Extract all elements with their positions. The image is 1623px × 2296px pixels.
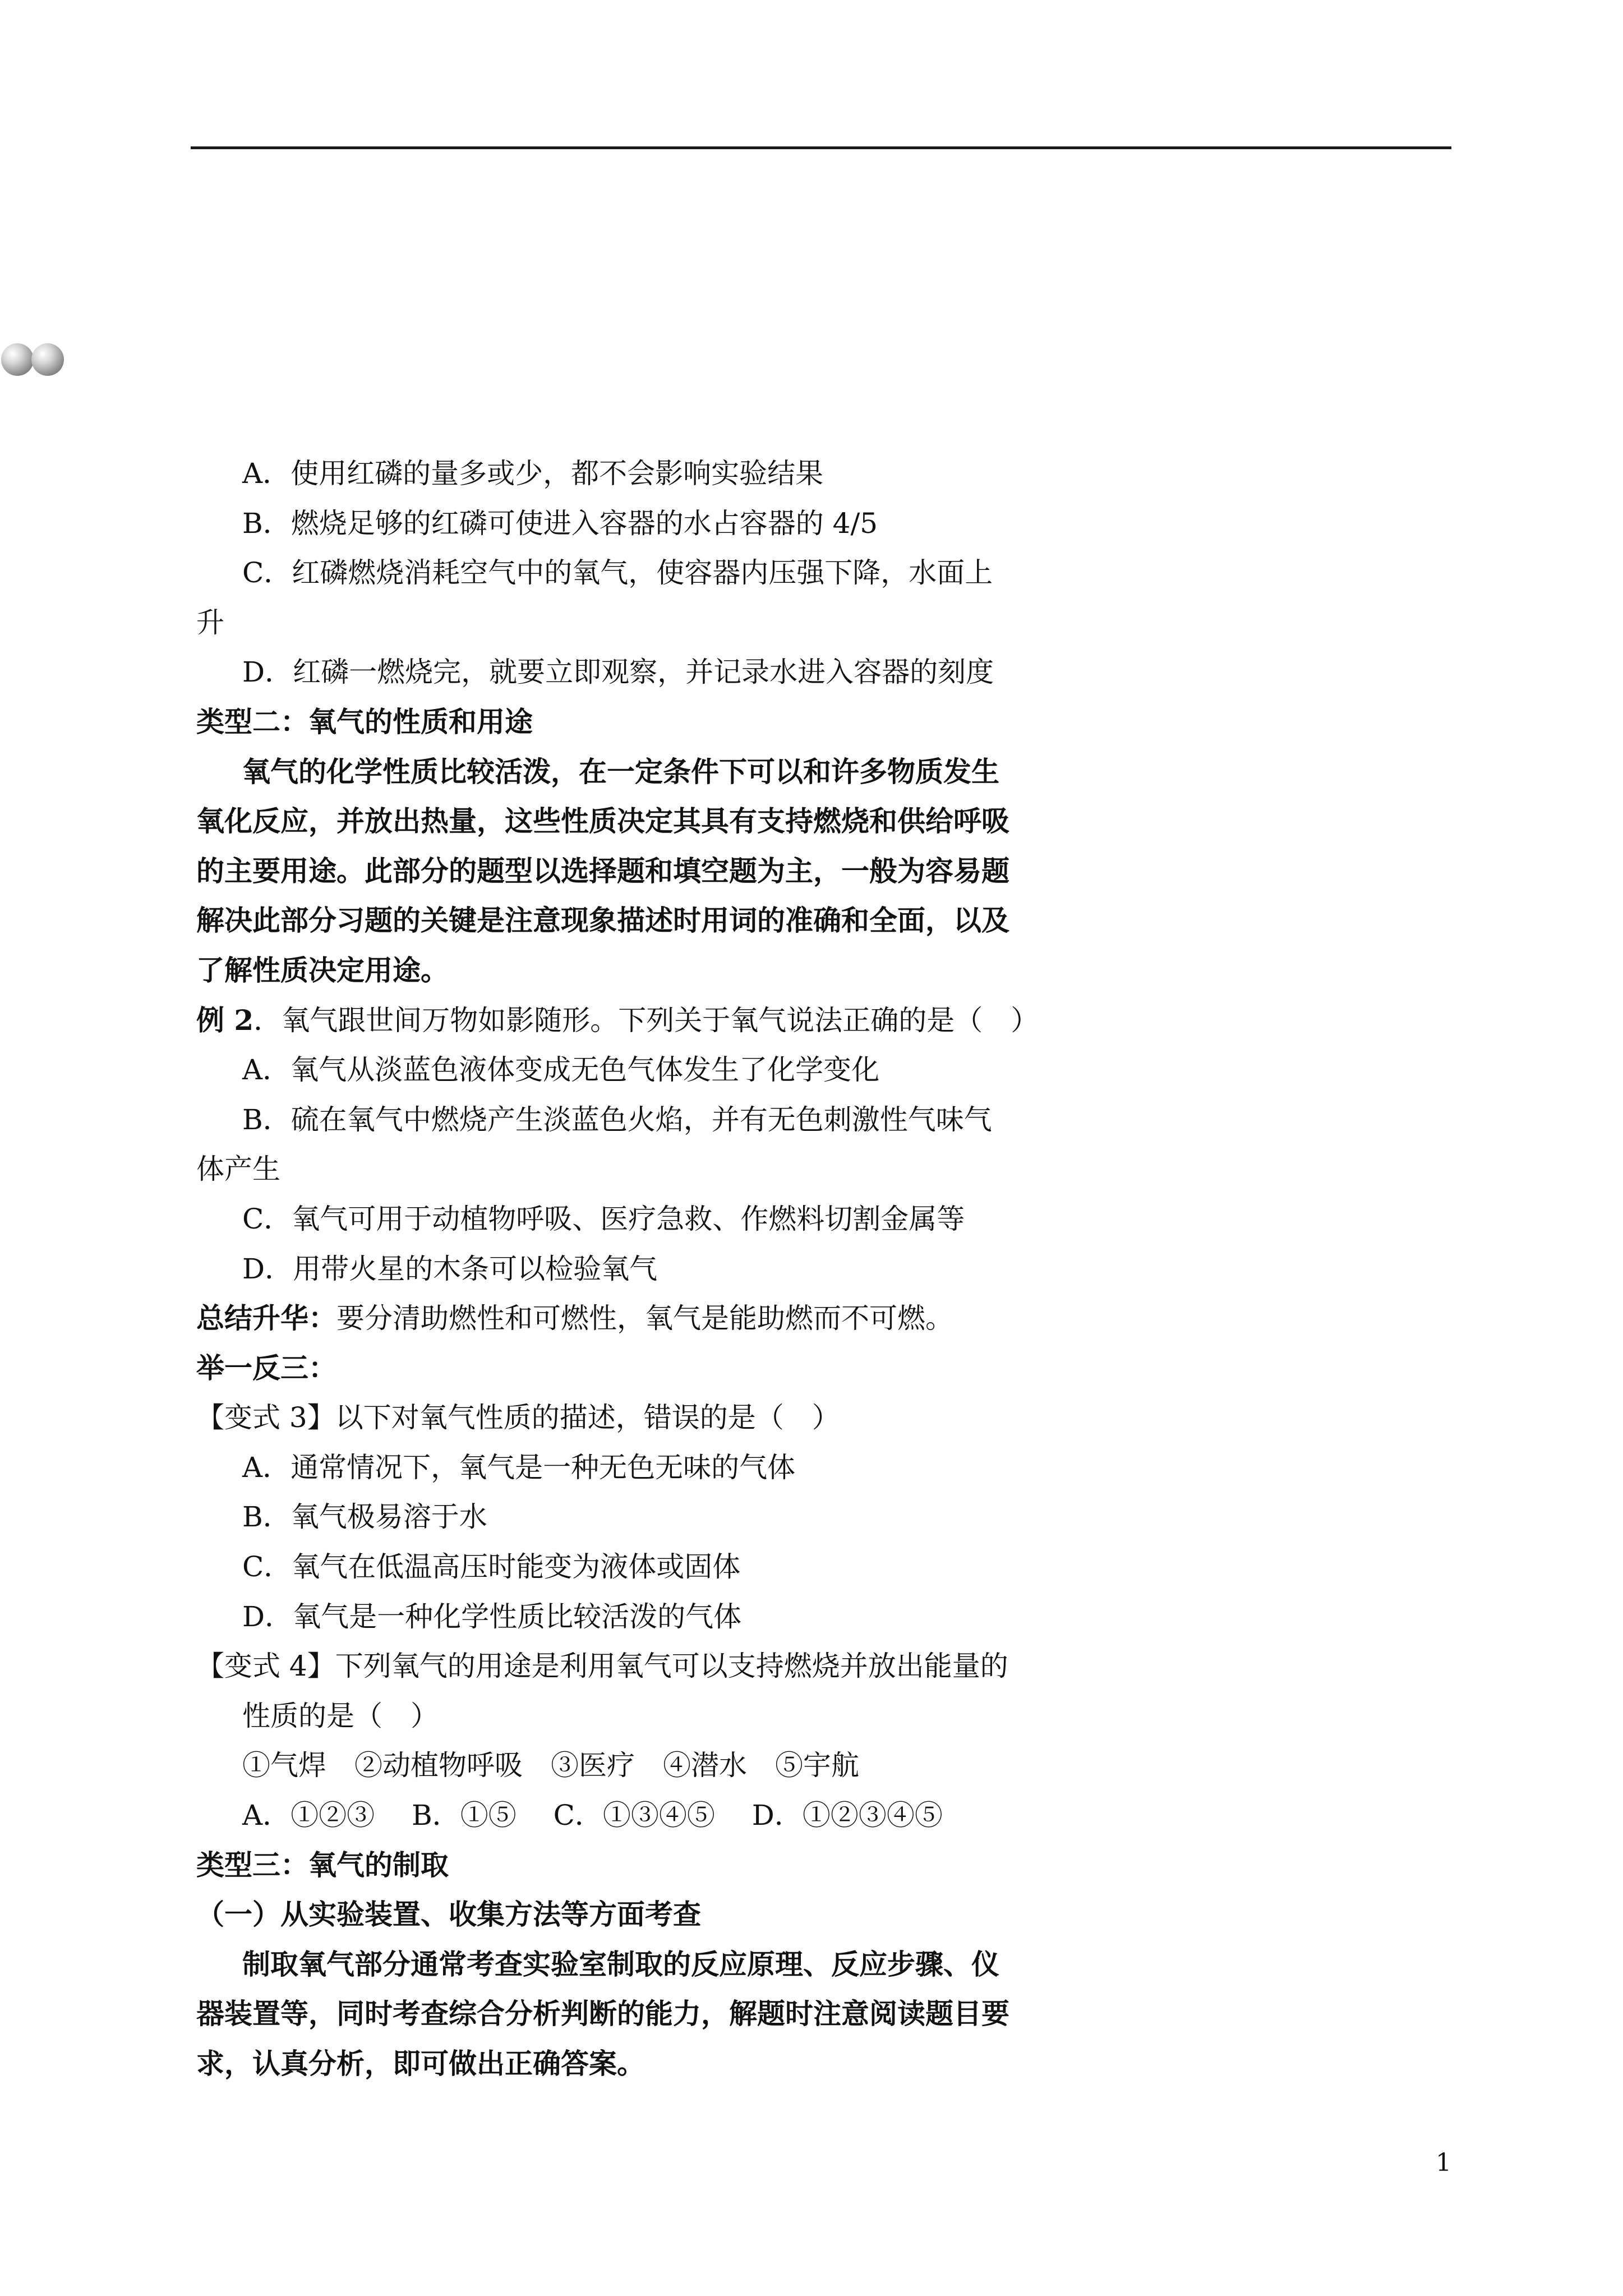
text-line: 升 xyxy=(196,606,224,639)
section-heading: （一）从实验装置、收集方法等方面考查 xyxy=(196,1898,701,1931)
question-label: 例 2 xyxy=(196,1003,254,1037)
option-line: A．使用红磷的量多或少，都不会影响实验结果 xyxy=(242,457,824,490)
paragraph-line: 制取氧气部分通常考查实验室制取的反应原理、反应步骤、仪 xyxy=(242,1947,999,1981)
question-text: 要分清助燃性和可燃性，氧气是能助燃而不可燃。 xyxy=(336,1302,953,1335)
page-number: 1 xyxy=(1436,2148,1451,2177)
option-line: B．硫在氧气中燃烧产生淡蓝色火焰，并有无色刺激性气味气 xyxy=(242,1103,992,1136)
sphere-bullet-icon xyxy=(31,343,64,376)
section-heading: 类型三：氧气的制取 xyxy=(196,1848,449,1881)
option-line: A．氧气从淡蓝色液体变成无色气体发生了化学变化 xyxy=(242,1053,880,1087)
sphere-bullet-icon xyxy=(1,343,34,376)
question-label: 总结升华： xyxy=(196,1301,336,1335)
decorative-bullets xyxy=(0,343,67,378)
option-line: D．红磷一燃烧完，就要立即观察，并记录水进入容器的刻度 xyxy=(242,656,994,689)
paragraph-line: 器装置等，同时考查综合分析判断的能力，解题时注意阅读题目要 xyxy=(196,1997,1009,2031)
option-line: ①气焊 ②动植物呼吸 ③医疗 ④潜水 ⑤宇航 xyxy=(242,1749,859,1782)
question-text: ．氧气跟世间万物如影随形。下列关于氧气说法正确的是（ ） xyxy=(253,1004,1039,1037)
section-heading: 举一反三： xyxy=(196,1351,336,1384)
option-line: B．氧气极易溶于水 xyxy=(242,1501,487,1534)
question-line xyxy=(196,1641,1038,1691)
option-line: C．氧气在低温高压时能变为液体或固体 xyxy=(242,1550,741,1584)
paragraph-line: 了解性质决定用途。 xyxy=(196,953,449,987)
question-line xyxy=(196,1393,1038,1443)
section-heading: 类型二：氧气的性质和用途 xyxy=(196,705,533,738)
option-line: D．氧气是一种化学性质比较活泼的气体 xyxy=(242,1600,742,1633)
paragraph-line: 的主要用途。此部分的题型以选择题和填空题为主，一般为容易题 xyxy=(196,854,1009,887)
paragraph-line: 氧化反应，并放出热量，这些性质决定其具有支持燃烧和供给呼吸 xyxy=(196,804,1009,838)
question-line xyxy=(196,996,1038,1046)
option-line: B．燃烧足够的红磷可使进入容器的水占容器的 4/5 xyxy=(242,507,878,540)
option-line: D．用带火星的木条可以检验氧气 xyxy=(242,1252,658,1285)
question-line xyxy=(196,1294,1038,1343)
option-line: A．通常情况下，氧气是一种无色无味的气体 xyxy=(242,1451,796,1484)
question-label: 【变式 3】 xyxy=(196,1401,335,1434)
option-line: 性质的是（ ） xyxy=(242,1699,439,1732)
paragraph-line: 氧气的化学性质比较活泼，在一定条件下可以和许多物质发生 xyxy=(242,754,999,788)
option-line: C．红磷燃烧消耗空气中的氧气，使容器内压强下降，水面上 xyxy=(242,556,993,590)
option-line: A．①②③ B．①⑤ C．①③④⑤ D．①②③④⑤ xyxy=(242,1799,943,1832)
header-rule xyxy=(191,146,1451,149)
text-line: 体产生 xyxy=(196,1153,280,1186)
paragraph-line: 解决此部分习题的关键是注意现象描述时用词的准确和全面，以及 xyxy=(196,904,1009,937)
question-label: 【变式 4】 xyxy=(196,1650,335,1683)
question-text: 下列氧气的用途是利用氧气可以支持燃烧并放出能量的 xyxy=(335,1650,1008,1683)
document-body xyxy=(196,449,1038,2089)
option-line: C．氧气可用于动植物呼吸、医疗急救、作燃料切割金属等 xyxy=(242,1202,965,1235)
paragraph-line: 求，认真分析，即可做出正确答案。 xyxy=(196,2047,645,2080)
question-text: 以下对氧气性质的描述，错误的是（ ） xyxy=(335,1401,840,1434)
